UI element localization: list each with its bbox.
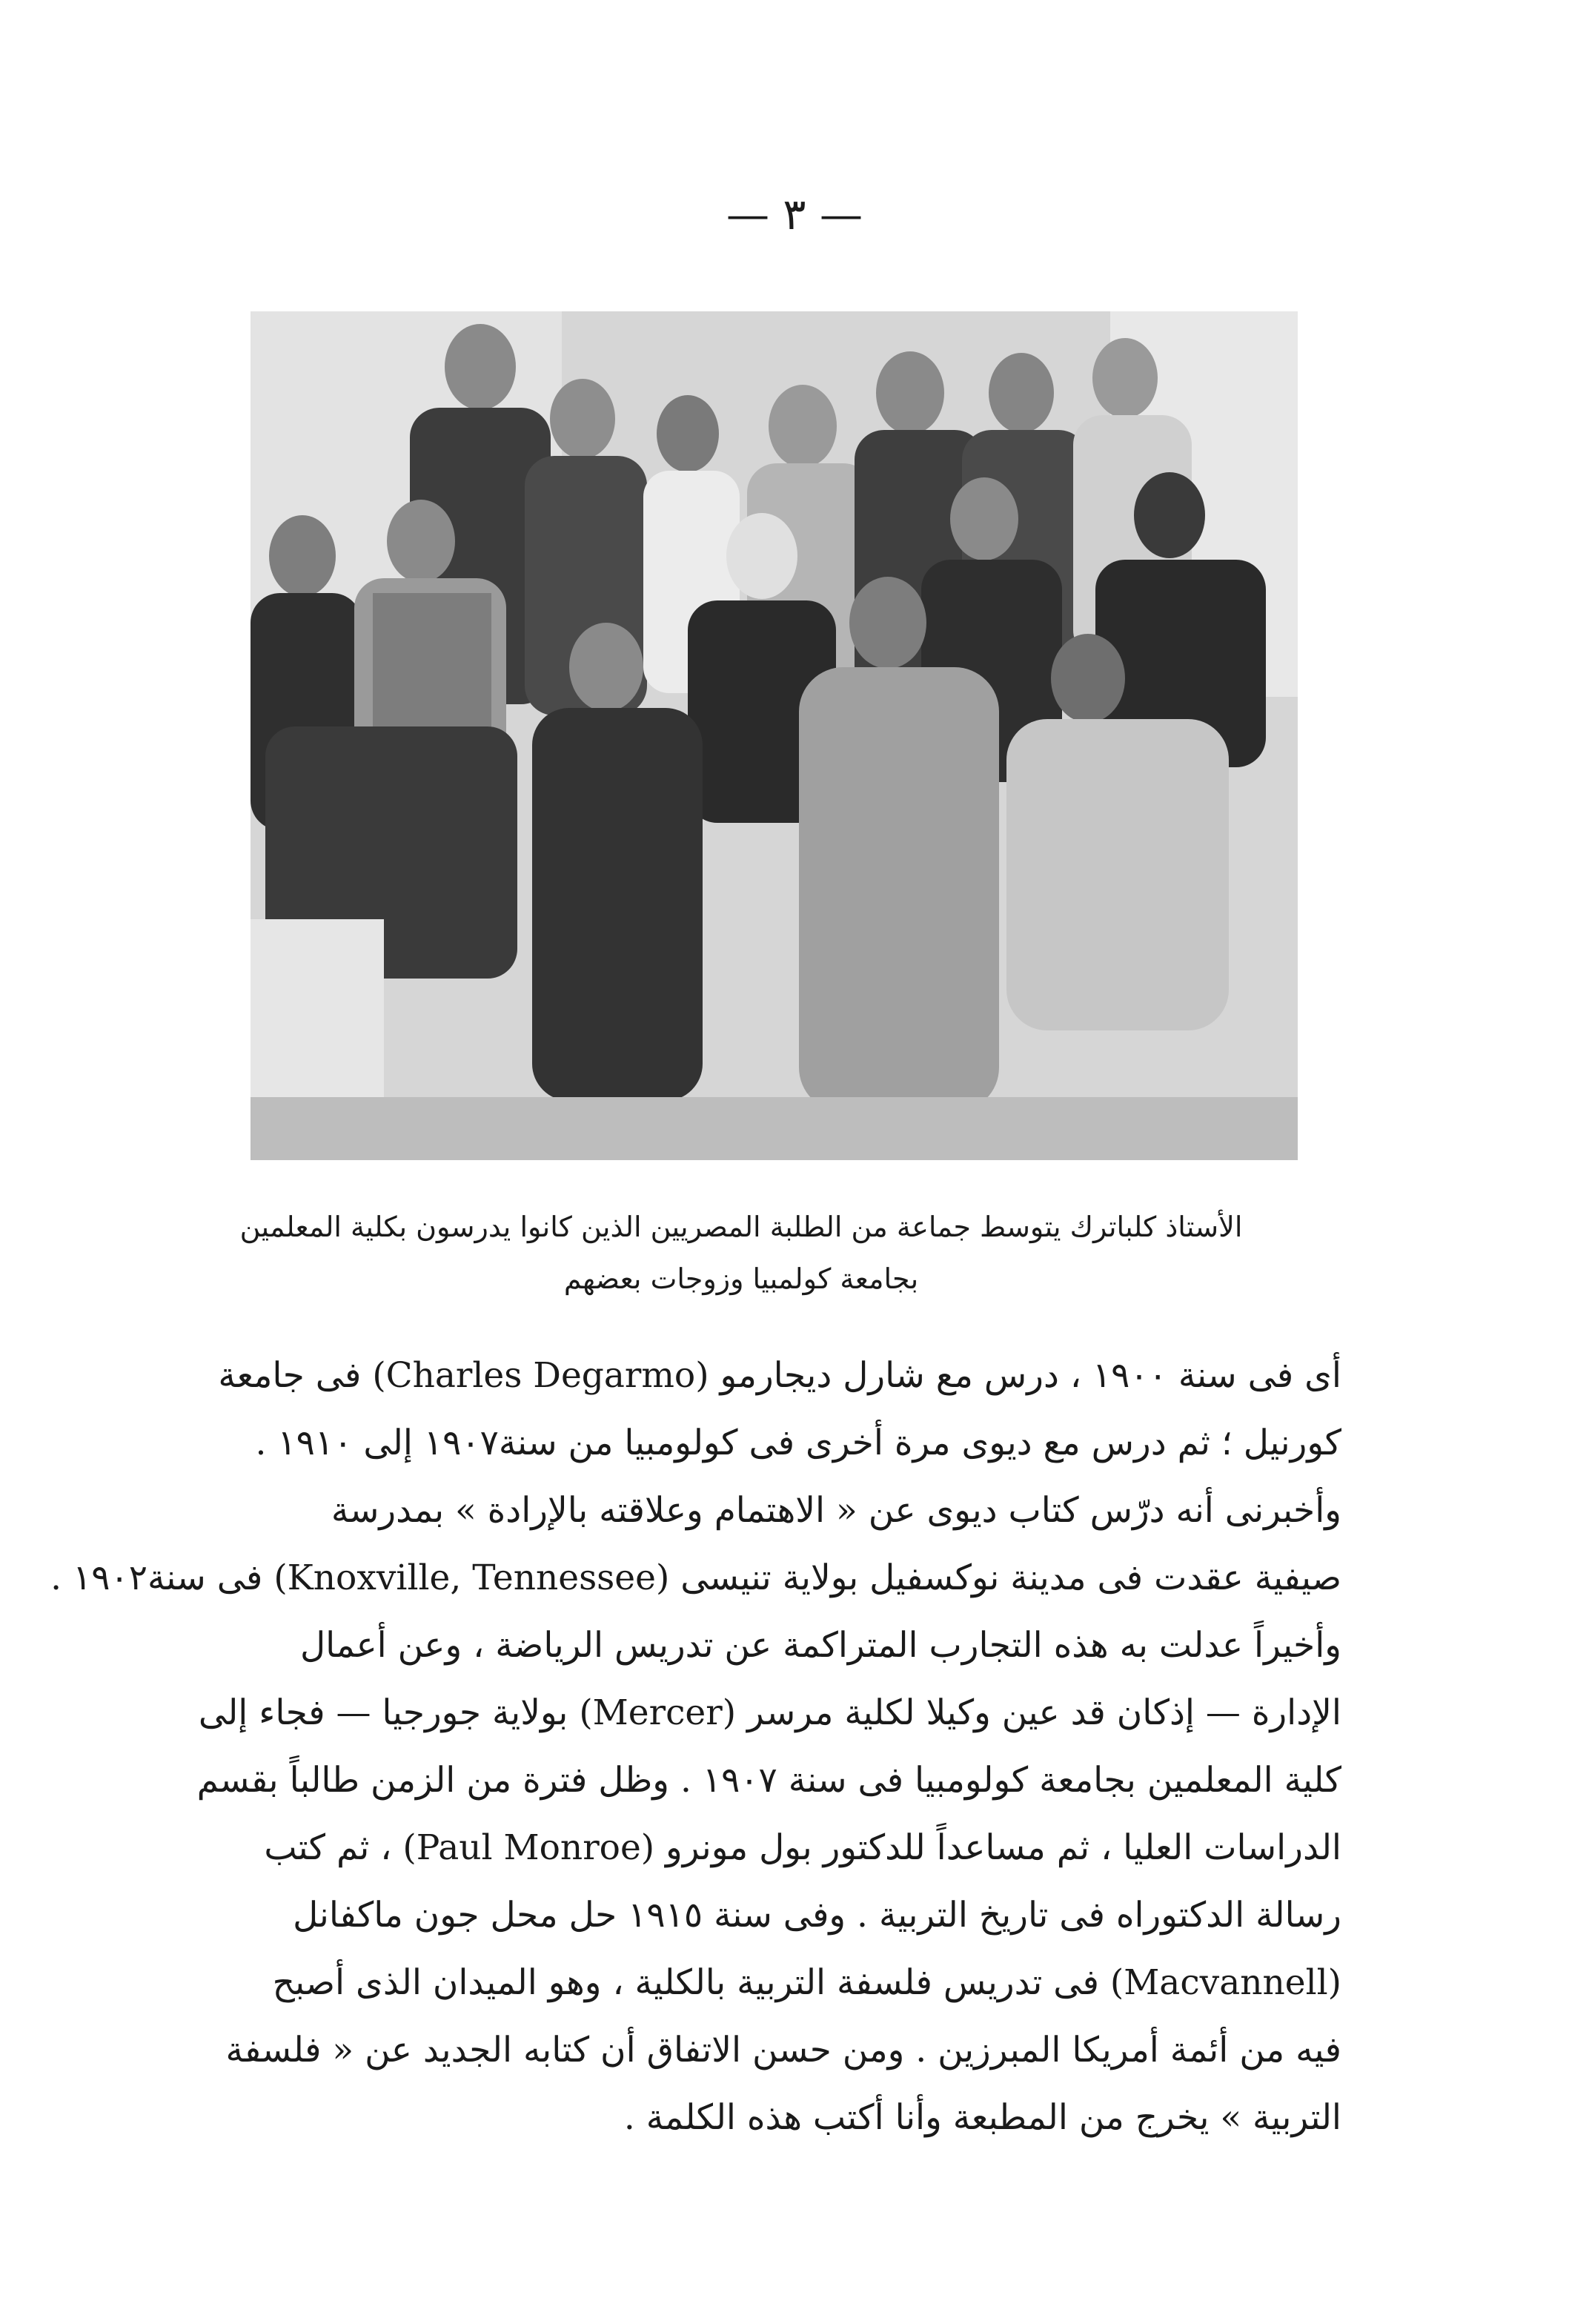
body-line: وأخبرنى أنه درّس كتاب ديوى عن « الاهتمام وعلاقته بالإرادة » بمدرسة	[331, 1490, 1341, 1531]
body-line: فيه من أئمة أمريكا المبرزين . ومن حسن الاتفاق أن كتابه الجديد عن « فلسفة	[225, 2030, 1341, 2070]
body-line: أى فى سنة ١٩٠٠ ، درس مع شارل ديجارمو (Charles Degarmo) فى جامعة	[218, 1355, 1341, 1396]
body-line: صيفية عقدت فى مدينة نوكسفيل بولاية تنيسى (Knoxville, Tennessee) فى سنة١٩٠٢ .	[50, 1557, 1341, 1598]
body-line: التربية » يخرج من المطبعة وأنا أكتب هذه الكلمة .	[623, 2097, 1341, 2138]
page-number: — ٣ —	[726, 189, 863, 239]
body-line: الدراسات العليا ، ثم مساعداً للدكتور بول مونرو (Paul Monroe) ، ثم كتب	[264, 1827, 1341, 1868]
photo-illustration	[251, 311, 1298, 1160]
body-line: كلية المعلمين بجامعة كولومبيا فى سنة ١٩٠٧ . وظل فترة من الزمن طالباً بقسم	[196, 1760, 1341, 1801]
photo-caption-line-1: الأستاذ كلباترك يتوسط جماعة من الطلبة المصريين الذين كانوا يدرسون بكلية المعلمين	[239, 1211, 1243, 1243]
group-photo	[251, 311, 1298, 1160]
photo-caption-line-2: بجامعة كولمبيا وزوجات بعضهم	[563, 1262, 919, 1295]
photo-floor	[251, 1097, 1298, 1160]
body-line: وأخيراً عدلت به هذه التجارب المتراكمة عن تدريس الرياضة ، وعن أعمال	[299, 1625, 1341, 1666]
body-line: الإدارة — إذكان قد عين وكيلا لكلية مرسر (Mercer) بولاية جورجيا — فجاء إلى	[198, 1692, 1341, 1733]
body-paragraph	[50, 1342, 1341, 2151]
body-line: كورنيل ؛ ثم درس مع ديوى مرة أخرى فى كولومبيا من سنة١٩٠٧ إلى ١٩١٠ .	[255, 1423, 1341, 1463]
body-line: (Macvannell) فى تدريس فلسفة التربية بالكلية ، وهو الميدان الذى أصبح	[272, 1962, 1341, 2003]
body-line: رسالة الدكتوراه فى تاريخ التربية . وفى سنة ١٩١٥ حل محل جون ماكفانل	[293, 1895, 1341, 1936]
